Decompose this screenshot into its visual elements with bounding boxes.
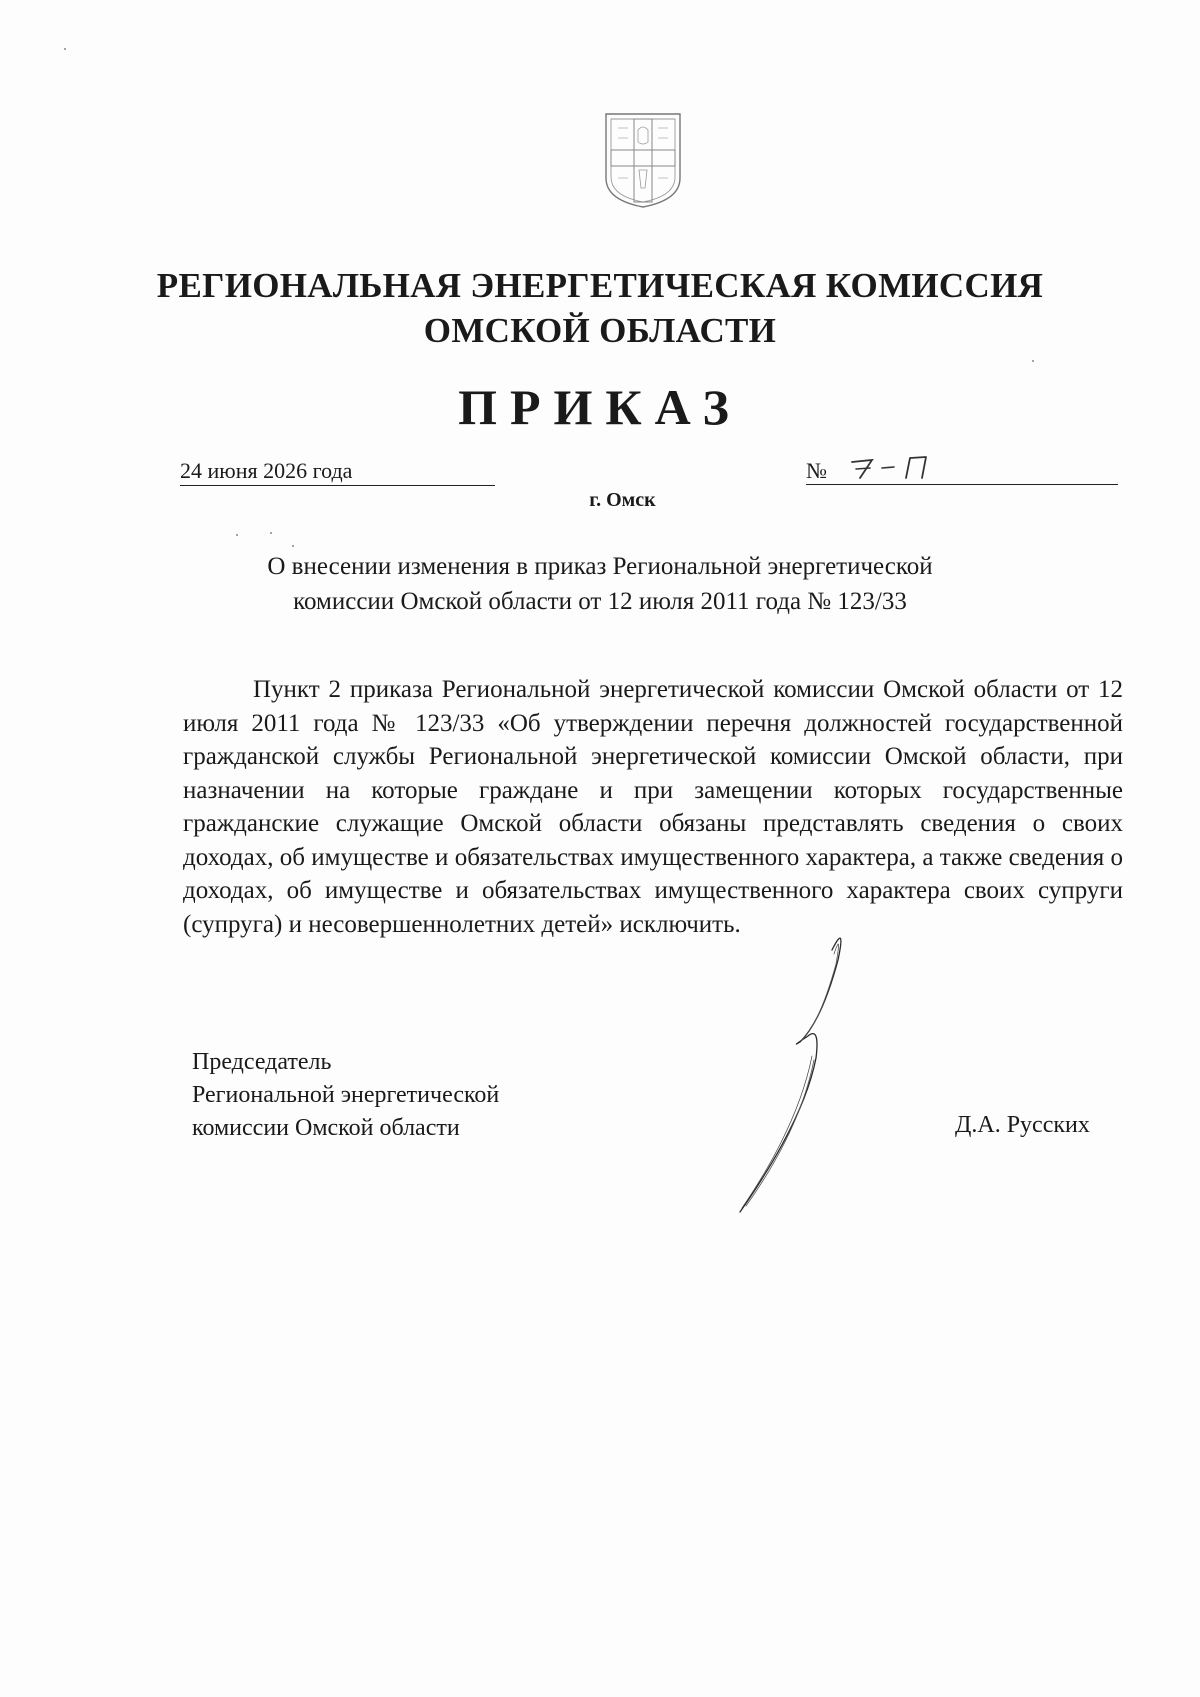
scan-speck [270, 532, 272, 534]
body-paragraph: Пункт 2 приказа Региональной энергетической комиссии Омской области от 12 июля 2011 года № 123/33 «Об утверждении перечня должностей государственной гражданской службы Региональной энергетической комиссии Омской области, при назначении на которые граждане и при замещении которых государственные гражданские служащие Омской области обязаны представлять сведения о своих доходах, об имуществе и обязательствах имущественного характера, а также сведения о доходах, об имуществе и обязательствах имущественного характера своих супруги (супруга) и несовершеннолетних детей» исключить. [183, 676, 1123, 938]
document-number [806, 454, 1118, 485]
document-type: ПРИКАЗ [458, 379, 742, 435]
document-subject [0, 549, 1200, 619]
signer-name: Д.А. Русских [955, 1112, 1090, 1138]
scan-speck [292, 545, 294, 547]
number-sign: № [806, 458, 827, 483]
subject-line2: комиссии Омской области от 12 июля 2011 года № 123/33 [293, 588, 907, 615]
document-date: 24 июня 2026 года [180, 458, 495, 486]
handwritten-number-icon [846, 448, 946, 484]
signer-position-line1: Председатель [192, 1049, 332, 1075]
signer-position-line3: комиссии Омской области [192, 1115, 460, 1141]
document-city: г. Омск [589, 489, 656, 511]
handwritten-signature-icon [720, 930, 860, 1215]
scan-speck [236, 534, 238, 536]
scan-speck [1032, 360, 1034, 362]
scan-speck [64, 48, 66, 50]
signer-position [192, 1046, 499, 1145]
organization-name-line2: ОМСКОЙ ОБЛАСТИ [423, 311, 777, 350]
organization-name-line1: РЕГИОНАЛЬНАЯ ЭНЕРГЕТИЧЕСКАЯ КОМИССИЯ [156, 266, 1044, 305]
signer-position-line2: Региональной энергетической [192, 1082, 500, 1108]
coat-of-arms-icon [598, 108, 688, 210]
subject-line1: О внесении изменения в приказ Региональной энергетической [267, 553, 933, 580]
